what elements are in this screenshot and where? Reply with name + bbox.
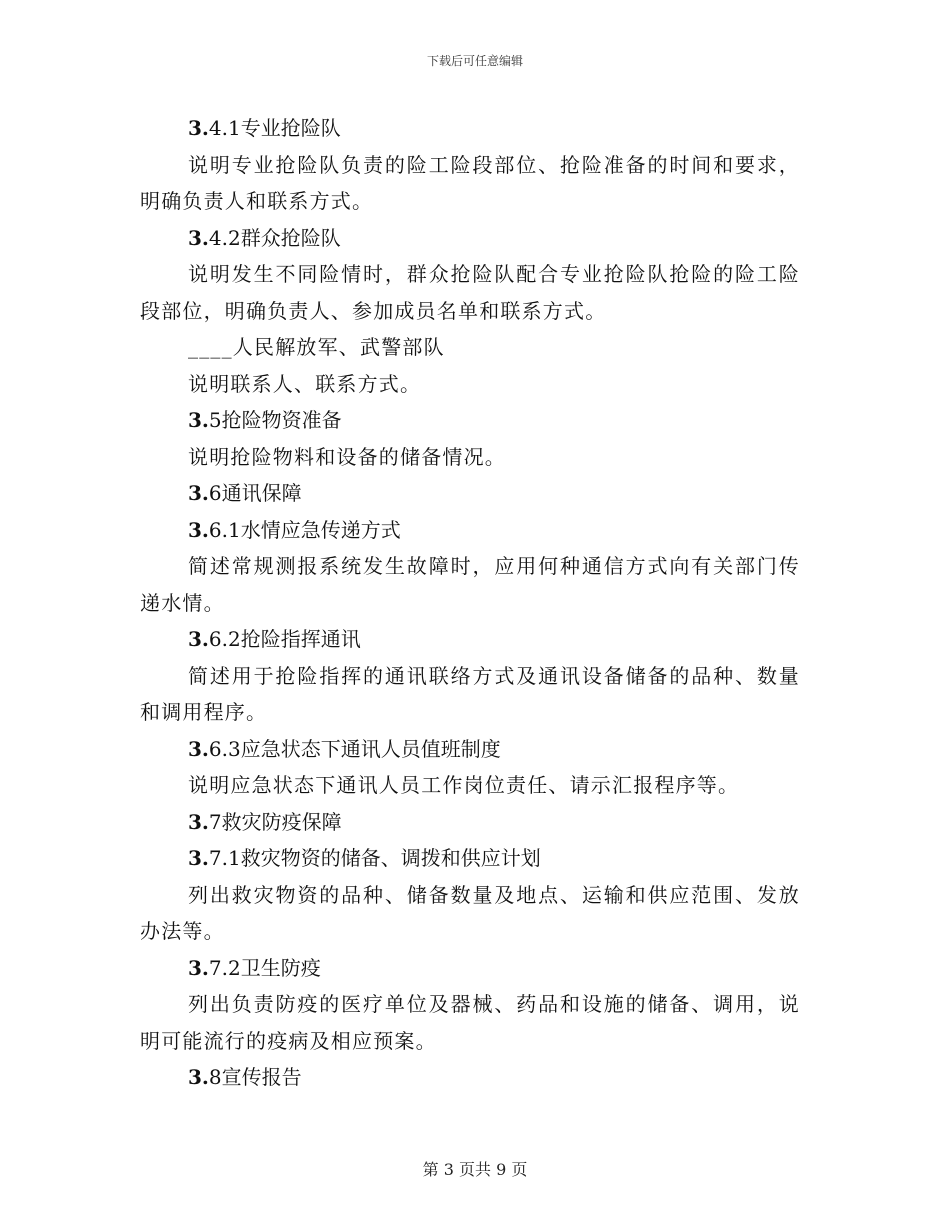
section-heading-3-4-1 (140, 110, 800, 147)
section-title: 6通讯保障 (208, 481, 302, 505)
section-title: 4.1专业抢险队 (208, 116, 341, 140)
paragraph-army: 说明联系人、联系方式。 (188, 371, 422, 396)
section-heading-3-6-3 (140, 731, 800, 768)
section-number: 3. (188, 517, 209, 542)
paragraph-3-6-3: 说明应急状态下通讯人员工作岗位责任、请示汇报程序等。 (188, 773, 740, 797)
section-number: 3. (188, 481, 209, 505)
section-number: 3. (188, 627, 209, 651)
section-number: 3. (188, 736, 209, 761)
section-title: 7.1救灾物资的储备、调拨和供应计划 (208, 846, 541, 870)
paragraph-3-5: 说明抢险物料和设备的储备情况。 (188, 444, 506, 469)
section-heading-3-7-2 (140, 950, 800, 987)
section-title: 6.3应急状态下通讯人员值班制度 (208, 736, 501, 761)
section-heading-3-5 (140, 402, 800, 439)
section-title: 7救灾防疫保障 (208, 809, 342, 834)
section-heading-3-6-2 (140, 621, 800, 658)
section-number: 3. (188, 1065, 209, 1089)
paragraph-3-7-1: 列出救灾物资的品种、储备数量及地点、运输和供应范围、发放办法等。 (140, 882, 800, 943)
paragraph-3-4-1: 说明专业抢险队负责的险工险段部位、抢险准备的时间和要求，明确负责人和联系方式。 (140, 152, 800, 213)
section-heading-3-6-1 (140, 512, 800, 549)
section-heading-3-7 (140, 804, 800, 841)
section-heading-3-7-1 (140, 840, 800, 877)
section-number: 3. (188, 408, 209, 432)
section-number: 3. (188, 225, 209, 250)
section-title: 7.2卫生防疫 (208, 955, 321, 980)
paragraph-3-6-2: 简述用于抢险指挥的通讯联络方式及通讯设备储备的品种、数量和调用程序。 (140, 663, 800, 724)
paragraph-3-4-2: 说明发生不同险情时，群众抢险队配合专业抢险队抢险的险工险段部位，明确负责人、参加成员名单和联系方式。 (140, 262, 800, 323)
section-title: 6.1水情应急传递方式 (208, 517, 401, 542)
section-heading-3-6 (140, 475, 800, 512)
page-header: 下载后可任意编辑 (426, 54, 523, 68)
section-heading-3-8 (140, 1059, 800, 1096)
paragraph-3-7-2: 列出负责防疫的医疗单位及器械、药品和设施的储备、调用，说明可能流行的疫病及相应预案。 (140, 992, 800, 1053)
section-number: 3. (188, 846, 209, 870)
section-title: 6.2抢险指挥通讯 (208, 627, 361, 651)
section-number: 3. (188, 809, 209, 834)
document-body (140, 110, 800, 1096)
section-number: 3. (188, 116, 209, 140)
list-item-army: ____人民解放军、武警部队 (188, 335, 445, 359)
section-heading-3-4-2 (140, 220, 800, 257)
paragraph-3-6-1: 简述常规测报系统发生故障时，应用何种通信方式向有关部门传递水情。 (140, 554, 800, 615)
section-title: 4.2群众抢险队 (208, 225, 341, 250)
section-title: 5抢险物资准备 (208, 408, 342, 432)
page-footer: 第 3 页共 9 页 (422, 1160, 528, 1179)
section-title: 8宣传报告 (208, 1065, 302, 1089)
section-number: 3. (188, 955, 209, 980)
